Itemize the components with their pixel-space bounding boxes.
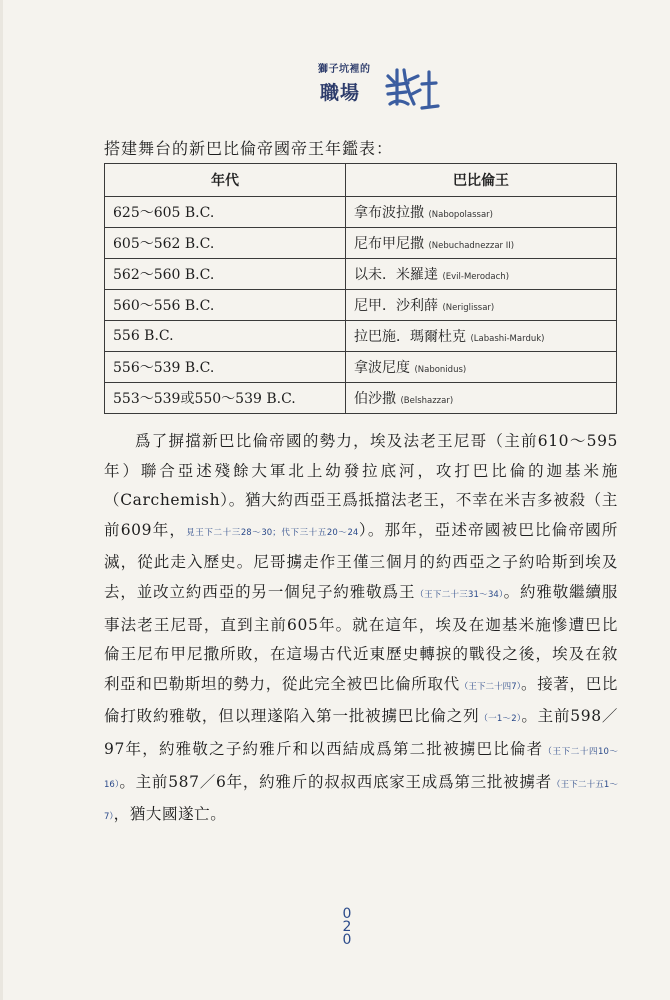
header-years: 年代 — [105, 164, 346, 197]
king-name-english: (Nabopolassar) — [428, 210, 493, 220]
scripture-reference: （王下二十五1～7） — [104, 779, 618, 823]
row-years: 560～556 B.C. — [105, 290, 346, 321]
row-years: 605～562 B.C. — [105, 228, 346, 259]
table-header-row — [105, 164, 617, 197]
king-name-english: (Evil-Merodach) — [442, 272, 510, 282]
king-name: 拿布波拉撒 — [354, 205, 424, 221]
body-paragraph — [104, 427, 618, 833]
row-years: 553～539或550～539 B.C. — [105, 383, 346, 414]
table-row — [105, 290, 617, 321]
row-years: 556 B.C. — [105, 321, 346, 352]
text-segment: 。約雅敬繼續服事法老王尼哥，直到主前605年。就在這年，埃及在迦基米施慘遭巴比倫王尼布甲尼撒所敗，在這場古代近東歷史轉捩的戰役之後，埃及在敘利亞和巴勒斯坦的勢力，從此完全被巴比倫所取代 — [104, 582, 619, 693]
table-intro: 搭建舞台的新巴比倫帝國帝王年鑑表： — [104, 139, 394, 158]
king-name: 以未．米羅達 — [354, 267, 438, 283]
table-row — [105, 352, 617, 383]
row-king — [346, 259, 617, 290]
row-king — [346, 321, 617, 352]
row-king — [346, 352, 617, 383]
series-logo — [318, 60, 438, 118]
table-row — [105, 321, 617, 352]
text-segment: 爲了摒擋新巴比倫帝國的勢力，埃及法老王尼哥（主前610～595年）聯合亞述殘餘大軍北上幼發拉底河，攻打巴比倫的迦基米施（Carchemish）。猶大約西亞王爲抵擋法老王，不幸在米吉多被殺（主前609年， — [104, 432, 618, 539]
king-chronology-table — [104, 163, 617, 414]
text-segment: 。主前587／6年，約雅斤的叔叔西底家王成爲第三批被擄者 — [119, 772, 552, 791]
text-segment: ）。那年，亞述帝國被巴比倫帝國所滅，從此走入歷史。尼哥擄走作王僅三個月的約西亞之子約哈斯到埃及去，並改立約西亞的另一個兒子約雅敬爲王 — [104, 520, 619, 601]
row-years: 562～560 B.C. — [105, 259, 346, 290]
row-years: 556～539 B.C. — [105, 352, 346, 383]
table-row — [105, 259, 617, 290]
logo-big-title: 職場 — [320, 82, 361, 104]
table-row — [105, 197, 617, 228]
logo-brush-calligraphy-icon — [384, 64, 440, 114]
page-number-digit: 2 — [342, 919, 352, 935]
row-years: 625～605 B.C. — [105, 197, 346, 228]
king-name: 拉巴施．瑪爾杜克 — [354, 329, 466, 345]
scripture-reference: （王下二十四7） — [459, 681, 522, 692]
row-king — [346, 290, 617, 321]
body-text — [104, 427, 618, 833]
king-name-english: (Belshazzar) — [400, 396, 454, 406]
king-name-english: (Neriglissar) — [442, 303, 495, 313]
scripture-reference: 見王下二十三28～30；代下三十五20～24 — [186, 527, 359, 538]
king-name-english: (Labashi-Marduk) — [470, 334, 545, 344]
table-row — [105, 383, 617, 414]
king-name-english: (Nabonidus) — [414, 365, 467, 375]
page-number-digit: 0 — [342, 932, 352, 948]
text-segment: 。接著，巴比倫打敗約雅敬，但以理遂陷入第一批被擄巴比倫之列 — [104, 674, 618, 726]
page-number-digit: 0 — [342, 906, 352, 922]
text-segment: ，猶大國遂亡。 — [113, 805, 227, 824]
scripture-reference: （王下二十四10～16） — [104, 746, 618, 790]
page-number — [340, 908, 354, 947]
row-king — [346, 197, 617, 228]
scripture-reference: （一1～2） — [479, 714, 522, 725]
table-row — [105, 228, 617, 259]
king-name: 伯沙撒 — [354, 391, 396, 407]
king-name: 尼布甲尼撒 — [354, 236, 424, 252]
row-king — [346, 228, 617, 259]
text-segment: 。主前598／97年，約雅敬之子約雅斤和以西結成爲第二批被擄巴比倫者 — [104, 707, 618, 758]
king-name-english: (Nebuchadnezzar II) — [428, 241, 515, 251]
king-name: 拿波尼度 — [354, 360, 410, 376]
row-king — [346, 383, 617, 414]
logo-small-title: 獅子坑裡的 — [318, 64, 371, 75]
scripture-reference: （王下二十三31～34） — [415, 589, 504, 600]
header-kings: 巴比倫王 — [346, 164, 617, 197]
king-name: 尼甲．沙利薛 — [354, 298, 438, 314]
